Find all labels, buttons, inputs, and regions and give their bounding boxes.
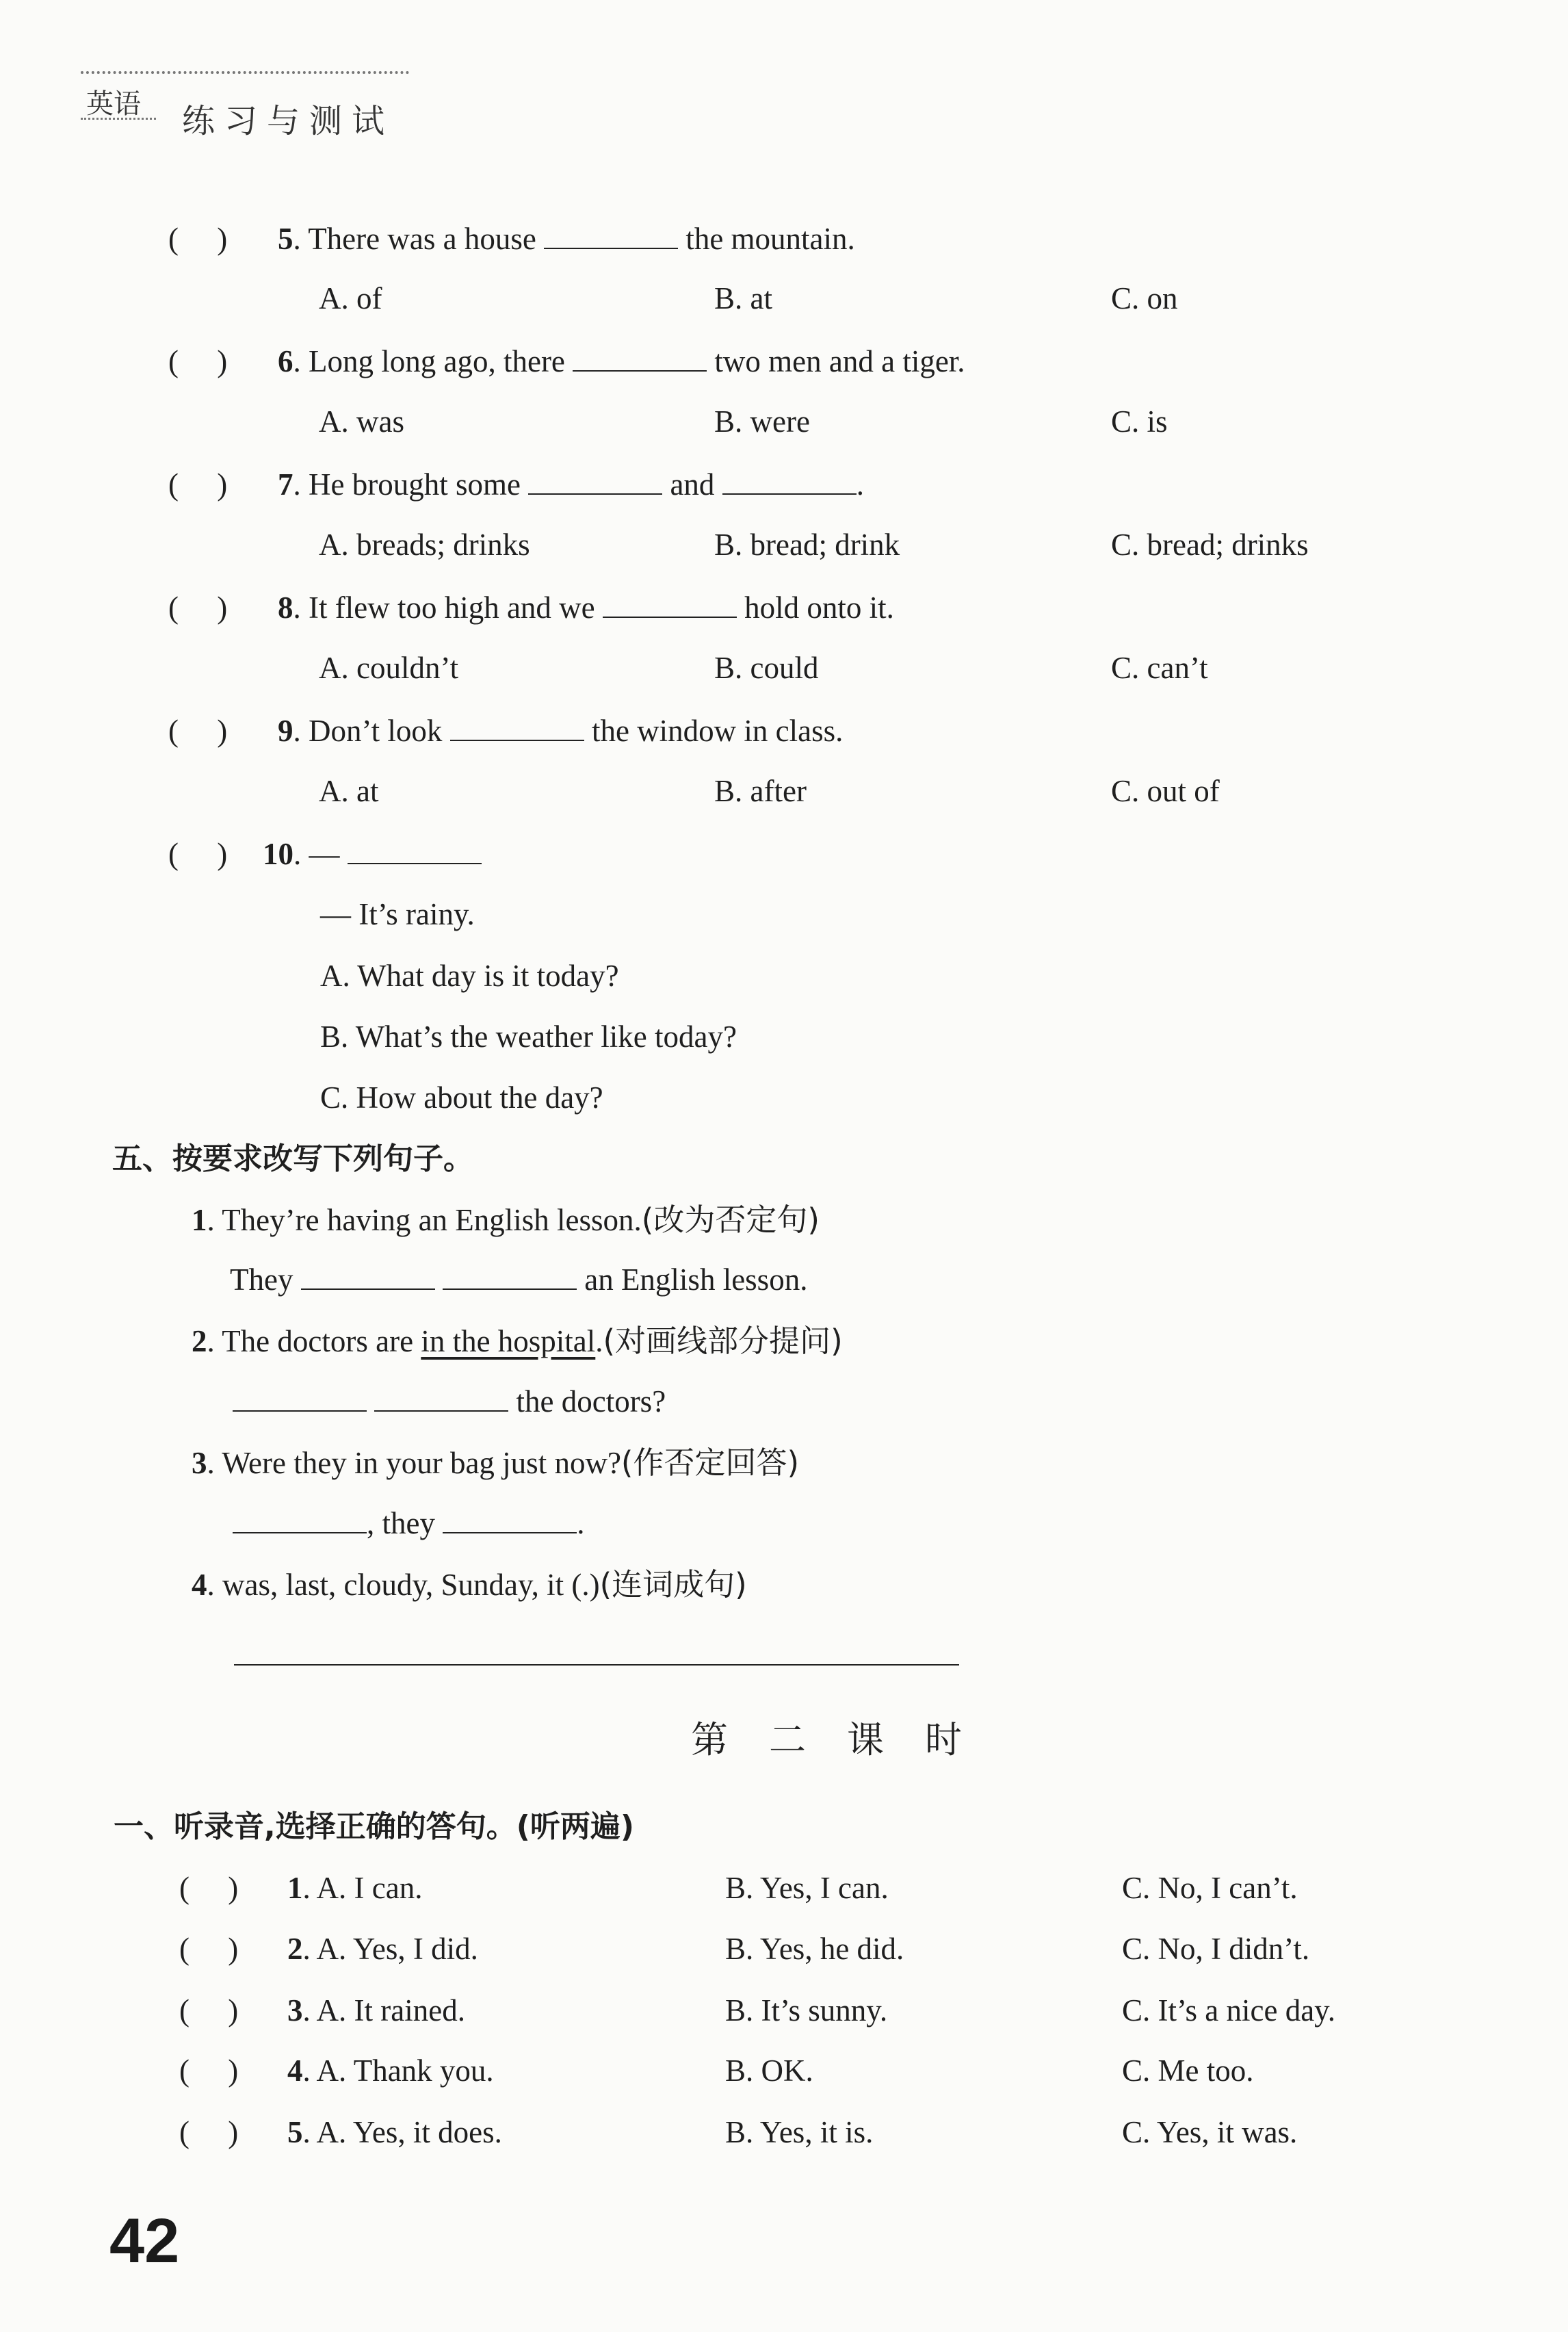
item-number: 5 xyxy=(287,2115,303,2149)
item-hint: (改为否定句) xyxy=(641,1202,820,1238)
item-text: They’re having an English lesson. xyxy=(222,1203,642,1237)
listening-item-1: 1. A. I can. xyxy=(287,1871,423,1905)
item-number: 3 xyxy=(192,1446,207,1480)
item-text: was, last, cloudy, Sunday, it (.) xyxy=(222,1568,600,1602)
question-7: 7. He brought some and . xyxy=(278,467,864,502)
item-text: . xyxy=(595,1324,603,1358)
line-text: an English lesson. xyxy=(584,1262,808,1297)
line-text: they xyxy=(382,1506,435,1540)
item-number: 1 xyxy=(192,1203,207,1237)
question-number: 6 xyxy=(278,344,293,378)
item-text: Were they in your bag just now? xyxy=(222,1446,621,1480)
answer-blank xyxy=(573,343,707,372)
option-c: C. can’t xyxy=(1111,651,1208,685)
rewrite-item-1: 1. They’re having an English lesson.(改为否定句) xyxy=(192,1202,820,1238)
answer-bracket: ( ) xyxy=(168,222,228,256)
option-c: C. No, I didn’t. xyxy=(1122,1932,1310,1966)
option-b: B. Yes, I can. xyxy=(725,1871,889,1905)
item-number: 4 xyxy=(287,2054,303,2088)
option-c: C. How about the day? xyxy=(320,1080,603,1115)
answer-bracket: ( ) xyxy=(179,1993,239,2027)
section-title: 五、按要求改写下列句子。 xyxy=(112,1141,473,1176)
page-number: 42 xyxy=(109,2206,180,2276)
option-a: A. breads; drinks xyxy=(319,528,530,562)
answer-bracket: ( ) xyxy=(179,1932,239,1966)
question-number: 8 xyxy=(278,591,293,625)
question-text: hold onto it. xyxy=(744,591,894,625)
item-hint: (作否定回答) xyxy=(620,1444,800,1481)
item-hint: (对画线部分提问) xyxy=(603,1323,843,1359)
option-a: A. What day is it today? xyxy=(320,959,619,993)
question-text: two men and a tiger. xyxy=(714,344,965,378)
option-a: A. Yes, I did. xyxy=(316,1932,478,1966)
line-text: the doctors? xyxy=(516,1384,666,1418)
header-title: 练习与测试 xyxy=(182,102,395,140)
answer-bracket: ( ) xyxy=(168,344,228,378)
option-a: A. at xyxy=(319,774,379,808)
option-a: A. Yes, it does. xyxy=(316,2115,502,2149)
option-c: C. out of xyxy=(1111,774,1220,808)
answer-blank xyxy=(450,712,584,741)
option-c: C. is xyxy=(1111,404,1168,439)
option-a: A. was xyxy=(319,404,404,439)
question-text: He brought some xyxy=(309,467,521,502)
answer-blank xyxy=(233,1505,367,1533)
rewrite-line-3 xyxy=(233,1504,584,1542)
listening-item-2: 2. A. Yes, I did. xyxy=(287,1932,478,1966)
option-b: B. at xyxy=(714,281,772,315)
dialogue-answer: — It’s rainy. xyxy=(320,897,475,931)
question-8: 8. It flew too high and we hold onto it. xyxy=(278,591,894,625)
line-text: They xyxy=(230,1262,293,1297)
answer-blank xyxy=(374,1383,508,1412)
answer-blank xyxy=(528,466,662,495)
option-c: C. Me too. xyxy=(1122,2054,1254,2088)
option-a: A. I can. xyxy=(316,1871,423,1905)
question-text: Long long ago, there xyxy=(309,344,565,378)
line-text: . xyxy=(577,1506,585,1540)
option-a: A. It rained. xyxy=(316,1993,465,2027)
question-text: Don’t look xyxy=(309,714,443,748)
option-c: C. on xyxy=(1111,281,1178,315)
rewrite-line-2 xyxy=(233,1382,666,1421)
listening-item-3: 3. A. It rained. xyxy=(287,1993,465,2027)
underlined-phrase: in the hospital xyxy=(421,1324,596,1358)
question-number: 7 xyxy=(278,467,293,502)
listening-item-4: 4. A. Thank you. xyxy=(287,2054,494,2088)
rewrite-item-3: 3. Were they in your bag just now?(作否定回答) xyxy=(192,1444,800,1481)
rewrite-line-1 xyxy=(230,1260,807,1299)
question-number: 9 xyxy=(278,714,293,748)
answer-blank xyxy=(301,1261,435,1290)
option-b: B. could xyxy=(714,651,819,685)
question-5: 5. There was a house the mountain. xyxy=(278,222,855,256)
rewrite-item-2: 2. The doctors are in the hospital.(对画线部分提问) xyxy=(192,1323,843,1359)
option-b: B. were xyxy=(714,404,810,439)
option-b: B. OK. xyxy=(725,2054,813,2088)
answer-blank xyxy=(443,1261,577,1290)
answer-blank xyxy=(544,220,678,249)
listening-item-5: 5. A. Yes, it does. xyxy=(287,2115,502,2149)
option-a: A. couldn’t xyxy=(319,651,459,685)
item-hint: (连词成句) xyxy=(599,1566,747,1603)
option-b: B. What’s the weather like today? xyxy=(320,1020,737,1054)
question-text: . xyxy=(856,467,864,502)
item-text: The doctors are xyxy=(222,1324,421,1358)
answer-bracket: ( ) xyxy=(179,2115,239,2149)
answer-blank xyxy=(233,1383,367,1412)
item-number: 3 xyxy=(287,1993,303,2027)
answer-bracket: ( ) xyxy=(168,837,228,871)
answer-blank xyxy=(603,589,737,618)
answer-bracket: ( ) xyxy=(179,1871,239,1905)
option-a: A. Thank you. xyxy=(316,2054,494,2088)
option-b: B. It’s sunny. xyxy=(725,1993,888,2027)
answer-blank xyxy=(722,466,857,495)
rewrite-item-4: 4. was, last, cloudy, Sunday, it (.)(连词成句) xyxy=(192,1566,747,1603)
item-number: 2 xyxy=(287,1932,303,1966)
option-c: C. No, I can’t. xyxy=(1122,1871,1298,1905)
header-subject: 英语 xyxy=(86,88,141,120)
answer-bracket: ( ) xyxy=(168,467,228,502)
question-text: There was a house xyxy=(308,222,536,256)
answer-blank xyxy=(443,1505,577,1533)
lesson-title: 第二课时 xyxy=(691,1718,1003,1761)
header-subject-rule xyxy=(81,118,156,120)
option-c: C. Yes, it was. xyxy=(1122,2115,1298,2149)
answer-bracket: ( ) xyxy=(168,591,228,625)
option-b: B. after xyxy=(714,774,807,808)
option-c: C. bread; drinks xyxy=(1111,528,1309,562)
question-text: the mountain. xyxy=(685,222,855,256)
option-c: C. It’s a nice day. xyxy=(1122,1993,1335,2027)
header-dotted-rule xyxy=(81,71,409,74)
question-10: 10. — xyxy=(263,835,482,873)
item-number: 1 xyxy=(287,1871,303,1905)
answer-blank xyxy=(348,835,482,864)
option-b: B. bread; drink xyxy=(714,528,900,562)
section-title: 一、听录音,选择正确的答句。(听两遍) xyxy=(114,1809,634,1844)
dialogue-dash: — xyxy=(309,837,340,871)
question-9: 9. Don’t look the window in class. xyxy=(278,714,844,748)
question-number: 10 xyxy=(263,837,293,871)
item-number: 4 xyxy=(192,1568,207,1602)
option-b: B. Yes, he did. xyxy=(725,1932,904,1966)
question-6: 6. Long long ago, there two men and a tiger. xyxy=(278,344,965,378)
option-a: A. of xyxy=(319,281,382,315)
question-text: the window in class. xyxy=(591,714,844,748)
question-text: It flew too high and we xyxy=(309,591,595,625)
answer-bracket: ( ) xyxy=(168,714,228,748)
option-b: B. Yes, it is. xyxy=(725,2115,874,2149)
question-text: and xyxy=(670,467,715,502)
question-number: 5 xyxy=(278,222,293,256)
line-text: , xyxy=(367,1506,375,1540)
item-number: 2 xyxy=(192,1324,207,1358)
answer-line xyxy=(234,1664,959,1666)
answer-bracket: ( ) xyxy=(179,2054,239,2088)
